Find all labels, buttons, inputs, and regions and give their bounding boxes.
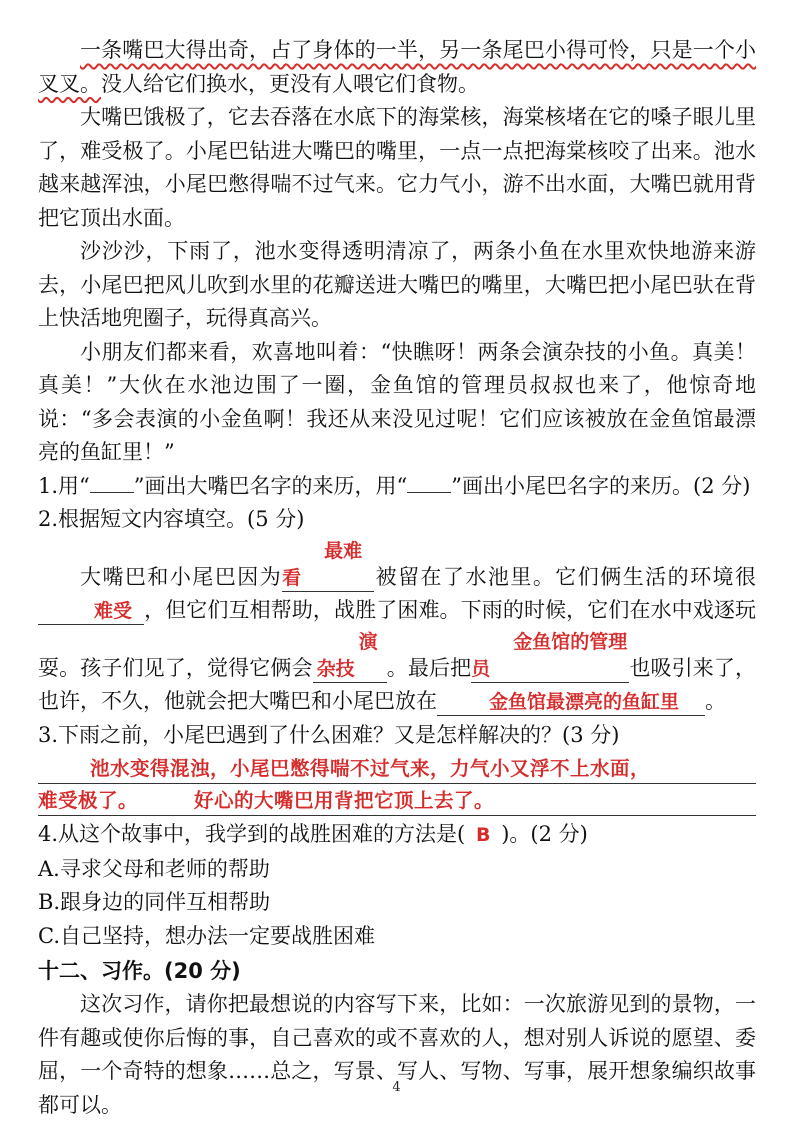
- q2-text-5: 也吸引来了，也许，不久，他就会把大嘴巴和小尾巴放在: [38, 655, 756, 713]
- answer-3: 演杂技: [316, 630, 378, 680]
- question-1-text-c: ”画出小尾巴名字的来历。(2 分): [451, 473, 751, 498]
- question-4-answer: B: [475, 824, 491, 846]
- page-number: 4: [392, 1080, 401, 1095]
- question-3-answer-text-2: 难受极了。: [38, 789, 139, 812]
- answer-blank-2: [38, 597, 144, 625]
- question-3-answer-text-3: 好心的大嘴巴用背把它顶上去了。: [194, 789, 495, 812]
- option-c: C.自己坚持，想办法一定要战胜困难: [38, 923, 375, 948]
- underline-sample-blank: [90, 474, 134, 493]
- answer-5: 金鱼馆最漂亮的鱼缸里: [489, 691, 680, 713]
- question-4-stem-b: )。(2 分): [501, 822, 588, 846]
- answer-2: 难受: [94, 600, 133, 622]
- question-1: [38, 470, 756, 504]
- answer-blank-1: [282, 537, 374, 592]
- question-3-answer-line-2: [38, 784, 756, 816]
- q2-text-3: ，但它们互相帮助，战胜了困难。下雨的时候，它们在水中戏逐玩耍。孩子们见了，觉得它俩会: [38, 598, 756, 680]
- option-b: B.跟身边的同伴互相帮助: [38, 890, 271, 914]
- answer-blank-4: [471, 628, 629, 683]
- question-4-stem: [38, 818, 756, 853]
- story-paragraph-4: 小朋友们都来看，欢喜地叫着：“快瞧呀！两条会演杂技的小鱼。真美！真美！”大伙在水池边围了一圈，金鱼馆的管理员叔叔也来了，他惊奇地说：“多会表演的小金鱼啊！我还从来没见过呢！它们应该被放在金鱼馆最漂亮的鱼缸里！”: [38, 339, 756, 464]
- question-1-text-b: ”画出大嘴巴名字的来历，用“: [133, 473, 408, 498]
- question-4-stem-a: 4.从这个故事中，我学到的战胜困难的方法是(: [38, 822, 466, 846]
- question-3-answer-text-1: 池水变得混浊，小尾巴憋得喘不过气来，力气小又浮不上水面，: [90, 757, 651, 780]
- underline-sample-blank-2: [407, 474, 451, 493]
- answer-blank-5: [437, 688, 705, 716]
- answer-blank-3: [313, 628, 387, 683]
- q2-text-4: 。最后把: [386, 655, 472, 680]
- question-2-body: [38, 537, 756, 719]
- option-a: A.寻求父母和老师的帮助: [38, 856, 270, 881]
- story-paragraph-1-rest: 没人给它们换水，更没有人喂它们食物。: [101, 71, 479, 96]
- wavy-underlined-sentence: 一条嘴巴大得出奇，占了身体的一半，另一条尾巴小得可怜，只是一个小叉叉。: [38, 38, 756, 96]
- page-content: [38, 34, 756, 1122]
- q2-text-2: 被留在了水池里。它们俩生活的环境很: [374, 564, 757, 589]
- question-1-text-a: 1.用“: [38, 473, 90, 498]
- question-3-answer-line-1: [38, 752, 756, 784]
- q2-text-1: 大嘴巴和小尾巴因为: [80, 564, 283, 589]
- story-paragraph-1: [38, 34, 756, 101]
- q2-text-6: 。: [705, 689, 726, 713]
- section-12-prompt: 这次习作，请你把最想说的内容写下来，比如：一次旅游见到的景物，一件有趣或使你后悔的事，自己喜欢的或不喜欢的人，想对别人诉说的愿望、委屈，一个奇特的想象……总之，写景、写人、写物、写事，展开想象编织故事都可以。: [38, 992, 756, 1117]
- question-2-title: 2.根据短文内容填空。(5 分): [38, 507, 305, 531]
- section-12-heading: 十二、习作。(20 分): [38, 959, 241, 983]
- answer-4: 金鱼馆的管理员: [471, 630, 628, 680]
- story-paragraph-2: 大嘴巴饿极了，它去吞落在水底下的海棠核，海棠核堵在它的嗓子眼儿里了，难受极了。小尾巴钻进大嘴巴的嘴里，一点一点把海棠核咬了出来。池水越来越浑浊，小尾巴憋得喘不过气来。它力气小，游不出水面，大嘴巴就用背把它顶出水面。: [38, 105, 756, 230]
- question-3-title: 3.下雨之前，小尾巴遇到了什么困难？又是怎样解决的？(3 分): [38, 722, 620, 747]
- answer-1: 最难看: [282, 539, 363, 589]
- story-paragraph-3: 沙沙沙，下雨了，池水变得透明清凉了，两条小鱼在水里欢快地游来游去，小尾巴把风儿吹到水里的花瓣送进大嘴巴的嘴里，大嘴巴把小尾巴驮在背上快活地兜圈子，玩得真高兴。: [38, 239, 756, 330]
